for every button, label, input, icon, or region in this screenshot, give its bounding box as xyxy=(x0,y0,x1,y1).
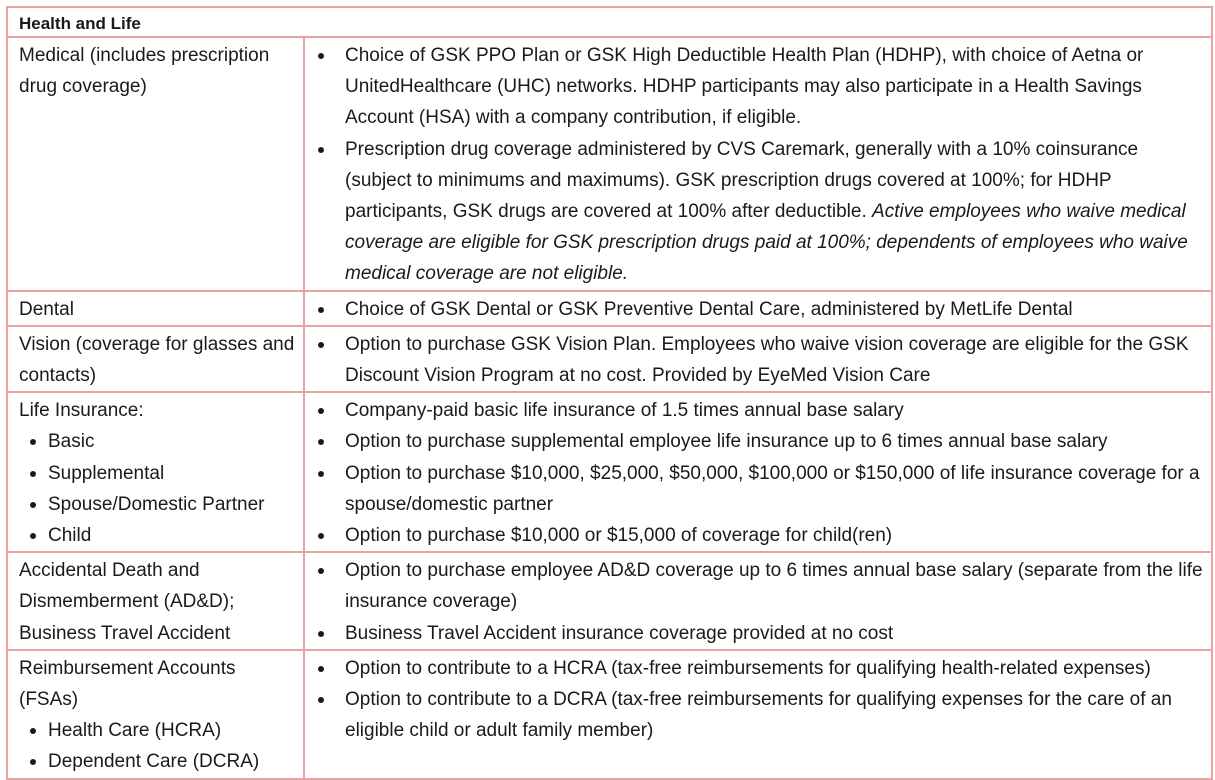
list-item: Option to contribute to a HCRA (tax-free reimbursements for qualifying health-related expenses) xyxy=(305,653,1205,684)
bullet-list xyxy=(305,393,1211,551)
row-label-add: Accidental Death and Dismemberment (AD&D); Business Travel Accident xyxy=(7,552,304,650)
list-item: Option to contribute to a DCRA (tax-free reimbursements for qualifying expenses for the care of an eligible child or adult family member) xyxy=(305,684,1205,746)
italic-note: Active employees who waive medical coverage are eligible for GSK prescription drugs paid at 100%; dependents of employees who waive medical coverage are not eligible. xyxy=(345,201,1188,285)
table-header-row xyxy=(7,7,1212,37)
table-row-reimbursement xyxy=(7,650,1212,779)
sub-item: Health Care (HCRA) xyxy=(19,715,295,746)
row-details-life-insurance xyxy=(304,392,1212,552)
row-details-vision xyxy=(304,326,1212,392)
bullet-list xyxy=(305,553,1211,649)
row-label-text: Life Insurance: xyxy=(19,400,144,422)
benefits-table xyxy=(6,6,1213,780)
sub-list xyxy=(19,715,295,777)
row-details-add xyxy=(304,552,1212,650)
list-item: Choice of GSK PPO Plan or GSK High Deductible Health Plan (HDHP), with choice of Aetna or UnitedHealthcare (UHC) networks. HDHP participants may also participate in a Health Savings Account (HSA) with a company contribution, if eligible. xyxy=(305,40,1205,134)
list-item: Prescription drug coverage administered by CVS Caremark, generally with a 10% coinsurance (subject to minimums and maximums). GSK prescription drugs covered at 100%; for HDHP participants, GSK drugs are covered at 100% after deductible. Active employees who waive medical coverage are eligible for GSK prescription drugs paid at 100%; dependents of employees who waive medical coverage are not eligible. xyxy=(305,134,1205,290)
row-details-reimbursement xyxy=(304,650,1212,779)
sub-item: Spouse/Domestic Partner xyxy=(19,489,295,520)
row-label-vision: Vision (coverage for glasses and contacts) xyxy=(7,326,304,392)
bullet-list xyxy=(305,292,1211,325)
row-label-dental: Dental xyxy=(7,291,304,326)
row-label-medical: Medical (includes prescription drug coverage) xyxy=(7,37,304,291)
sub-item: Dependent Care (DCRA) xyxy=(19,746,295,777)
sub-item: Supplemental xyxy=(19,458,295,489)
table-row-vision xyxy=(7,326,1212,392)
table-row-dental xyxy=(7,291,1212,326)
sub-item: Basic xyxy=(19,426,295,457)
bullet-list xyxy=(305,651,1211,747)
table-header: Health and Life xyxy=(7,7,1212,37)
sub-list xyxy=(19,426,295,551)
row-details-medical xyxy=(304,37,1212,291)
list-item: Company-paid basic life insurance of 1.5 times annual base salary xyxy=(305,395,1205,426)
list-item: Option to purchase GSK Vision Plan. Employees who waive vision coverage are eligible for the GSK Discount Vision Program at no cost. Provided by EyeMed Vision Care xyxy=(305,329,1205,391)
bullet-list xyxy=(305,38,1211,290)
row-label-text: Reimbursement Accounts (FSAs) xyxy=(19,657,236,711)
list-item: Choice of GSK Dental or GSK Preventive Dental Care, administered by MetLife Dental xyxy=(305,294,1205,325)
bullet-list xyxy=(305,327,1211,391)
table-row-life-insurance xyxy=(7,392,1212,552)
list-item: Business Travel Accident insurance coverage provided at no cost xyxy=(305,618,1205,649)
row-label-life-insurance xyxy=(7,392,304,552)
list-item: Option to purchase supplemental employee life insurance up to 6 times annual base salary xyxy=(305,426,1205,457)
list-item: Option to purchase employee AD&D coverage up to 6 times annual base salary (separate from the life insurance coverage) xyxy=(305,555,1205,617)
row-details-dental xyxy=(304,291,1212,326)
row-label-reimbursement xyxy=(7,650,304,779)
list-item: Option to purchase $10,000 or $15,000 of coverage for child(ren) xyxy=(305,520,1205,551)
list-item: Option to purchase $10,000, $25,000, $50,000, $100,000 or $150,000 of life insurance coverage for a spouse/domestic partner xyxy=(305,458,1205,520)
table-row-medical xyxy=(7,37,1212,291)
sub-item: Child xyxy=(19,520,295,551)
table-row-add xyxy=(7,552,1212,650)
